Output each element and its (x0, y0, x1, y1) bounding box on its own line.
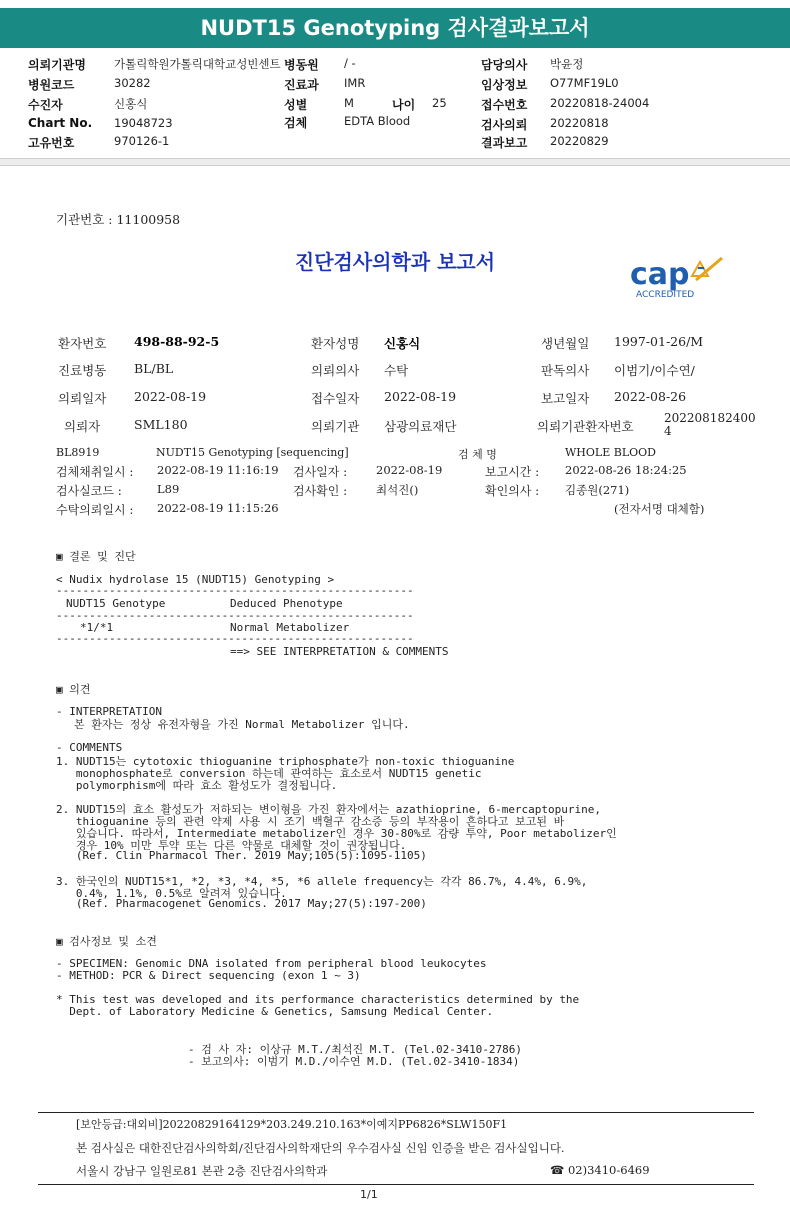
footer-divider-bottom (38, 1184, 754, 1185)
test-date-label: 검사일자 : (293, 465, 348, 479)
org-patient-no-line2: 4 (664, 424, 672, 438)
comment-1-line: polymorphism에 따라 효소 활성도가 결정됩니다. (56, 779, 338, 792)
comment-1-line: 1. NUDT15는 cytotoxic thioguanine triphosphate가 non-toxic thioguanine (56, 755, 515, 768)
request-org-label: 의뢰기관 (311, 419, 360, 434)
request-doctor-label: 의뢰의사 (311, 363, 360, 378)
test-confirm-label: 검사확인 : (293, 484, 348, 498)
receipt-no-label: 접수번호 (481, 98, 528, 112)
genotype-value: *1/*1 (80, 621, 114, 634)
report-day-value: 2022-08-26 (614, 389, 687, 404)
request-doctor-value: 수탁 (384, 363, 409, 378)
requester-value: SML180 (134, 417, 188, 432)
tester-line: - 검 사 자: 이상규 M.T./최석진 M.T. (Tel.02-3410-2786) (188, 1043, 523, 1056)
request-date-label: 검사의뢰 (481, 118, 528, 132)
result-divider-bottom: ------------------------------------------------------ (56, 632, 414, 645)
reading-doctor-value: 이범기/이수연/ (614, 363, 695, 378)
result-divider-mid: ------------------------------------------------------ (56, 609, 414, 622)
collect-time-value: 2022-08-19 11:16:19 (157, 463, 279, 477)
comment-3-line: 3. 한국인의 NUDT15*1, *2, *3, *4, *5, *6 allele frequency는 각각 86.7%, 4.4%, 6.9%, (56, 875, 588, 888)
interpretation-heading: - INTERPRETATION (56, 705, 162, 718)
developed-note-line: Dept. of Laboratory Medicine & Genetics, Samsung Medical Center. (56, 1005, 494, 1018)
opinion-section-heading: ▣ 의견 (56, 683, 91, 696)
phenotype-value: Normal Metabolizer (230, 621, 350, 634)
clinical-info-value: O77MF19L0 (550, 76, 619, 90)
hospital-code-label: 병원코드 (28, 78, 75, 92)
sex-label: 성별 (284, 98, 308, 112)
reporter-line: - 보고의사: 이범기 M.D./이수연 M.D. (Tel.02-3410-1834) (188, 1055, 520, 1068)
sex-value: M (344, 96, 354, 110)
ward-row-value: BL/BL (134, 361, 174, 376)
specimen-value: EDTA Blood (344, 114, 411, 128)
chart-no-value: 19048723 (114, 116, 173, 130)
result-date-label: 결과보고 (481, 136, 528, 150)
consign-time-value: 2022-08-19 11:15:26 (157, 501, 279, 515)
info-section-heading: ▣ 검사정보 및 소견 (56, 935, 157, 948)
age-label: 나이 (392, 98, 416, 112)
phone-line: ☎ 02)3410-6469 (550, 1163, 650, 1177)
method-line: - METHOD: PCR & Direct sequencing (exon 1 ~ 3) (56, 969, 361, 982)
patient-value: 신홍식 (114, 97, 148, 111)
comment-2-line: 2. NUDT15의 효소 활성도가 저하되는 변이형을 가진 환자에서는 azathioprine, 6-mercaptopurine, (56, 803, 602, 816)
footer-divider-top (38, 1112, 754, 1113)
org-patient-no-label: 의뢰기관환자번호 (537, 419, 634, 434)
page-number: 1/1 (360, 1188, 378, 1201)
patient-no-value: 498-88-92-5 (134, 334, 220, 349)
department-value: IMR (344, 76, 366, 90)
birth-date-value: 1997-01-26/M (614, 334, 704, 349)
collect-time-label: 검체채취일시 : (56, 465, 134, 479)
chart-no-label: Chart No. (28, 116, 93, 130)
cap-logo-sub: ACCREDITED (636, 290, 695, 300)
request-day-label: 의뢰일자 (58, 391, 107, 406)
test-name: NUDT15 Genotyping [sequencing] (156, 446, 349, 459)
clinical-info-label: 임상정보 (481, 78, 528, 92)
specimen-line: - SPECIMEN: Genomic DNA isolated from peripheral blood leukocytes (56, 957, 487, 970)
gene-title: < Nudix hydrolase 15 (NUDT15) Genotyping > (56, 573, 335, 586)
test-specimen-label: 검 체 명 (458, 448, 497, 461)
request-date-value: 20220818 (550, 116, 609, 130)
patient-name-label: 환자성명 (311, 336, 360, 351)
hospital-name-value: 가톨릭학원가톨릭대학교성빈센트 (114, 57, 281, 71)
address-line: 서울시 강남구 일원로81 본관 2층 진단검사의학과 (76, 1164, 328, 1178)
physician-value: 박윤정 (550, 57, 584, 71)
ward-row-label: 진료병동 (58, 363, 107, 378)
birth-date-label: 생년월일 (541, 336, 590, 351)
cap-accredited-logo (630, 254, 730, 300)
header-separator (0, 158, 790, 166)
test-confirm-value: 최석진() (376, 483, 419, 497)
patient-label: 수진자 (28, 98, 63, 112)
result-date-value: 20220829 (550, 134, 609, 148)
unique-no-value: 970126-1 (114, 134, 170, 148)
cap-logo-text: cap (630, 257, 690, 292)
receipt-day-value: 2022-08-19 (384, 389, 457, 404)
lab-code-label: 검사실코드 : (56, 484, 122, 498)
patient-name-value: 신홍식 (384, 336, 421, 351)
report-time-label: 보고시간 : (485, 465, 540, 479)
comment-2-line: (Ref. Clin Pharmacol Ther. 2019 May;105(5):1095-1105) (56, 849, 427, 862)
test-specimen-value: WHOLE BLOOD (565, 446, 656, 459)
comment-3-line: 0.4%, 1.1%, 0.5%로 알려져 있습니다. (56, 887, 287, 900)
consign-time-label: 수탁의뢰일시 : (56, 503, 134, 517)
result-divider-top: ------------------------------------------------------ (56, 584, 414, 597)
comment-1-line: monophosphate로 conversion 하는데 관여하는 효소로서 NUDT15 genetic (56, 767, 482, 780)
department-label: 진료과 (284, 78, 319, 92)
certification-line: 본 검사실은 대한진단검사의학회/진단검사의학재단의 우수검사실 신임 인증을 받은 검사실입니다. (76, 1141, 565, 1155)
age-value: 25 (432, 96, 447, 110)
unique-no-label: 고유번호 (28, 136, 75, 150)
ward-value: / - (344, 56, 356, 70)
report-title-bar: NUDT15 Genotyping 검사결과보고서 (0, 8, 790, 48)
security-line: [보안등급:대외비]20220829164129*203.249.210.163*이예지PP6826*SLW150F1 (76, 1118, 508, 1131)
developed-note-line: * This test was developed and its performance characteristics determined by the (56, 993, 580, 1006)
test-code: BL8919 (56, 446, 100, 459)
report-time-value: 2022-08-26 18:24:25 (565, 463, 687, 477)
report-title: 진단검사의학과 보고서 (294, 250, 496, 274)
comment-2-line: 경우 10% 미만 투약 또는 다른 약물로 대체할 것이 권장됩니다. (56, 839, 407, 852)
genotype-column-header: NUDT15 Genotype (66, 597, 166, 610)
org-patient-no-line1: 202208182400 (664, 411, 756, 425)
reading-doctor-label: 판독의사 (541, 363, 590, 378)
org-number: 기관번호 : 11100958 (56, 212, 181, 227)
comment-3-line: (Ref. Pharmacogenet Genomics. 2017 May;27(5):197-200) (56, 897, 427, 910)
receipt-day-label: 접수일자 (311, 391, 360, 406)
hospital-code-value: 30282 (114, 76, 151, 90)
patient-no-label: 환자번호 (58, 336, 107, 351)
specimen-label: 검체 (284, 116, 308, 130)
comments-heading: - COMMENTS (56, 741, 123, 754)
report-day-label: 보고일자 (541, 391, 590, 406)
confirm-doctor-value: 김종원(271) (565, 483, 630, 497)
request-org-value: 삼광의료재단 (384, 419, 457, 434)
result-section-heading: ▣ 결론 및 진단 (56, 550, 136, 563)
lab-code-value: L89 (157, 482, 180, 496)
see-interpretation-note: ==> SEE INTERPRETATION & COMMENTS (230, 645, 449, 658)
request-day-value: 2022-08-19 (134, 389, 207, 404)
ward-label: 병동원 (284, 58, 319, 72)
phenotype-column-header: Deduced Phenotype (230, 597, 343, 610)
hospital-name-label: 의뢰기관명 (28, 58, 86, 72)
physician-label: 담당의사 (481, 58, 528, 72)
test-date-value: 2022-08-19 (376, 463, 443, 477)
confirm-doctor-label: 확인의사 : (485, 484, 540, 498)
e-signature-note: (전자서명 대체함) (614, 502, 705, 516)
comment-2-line: 있습니다. 따라서, Intermediate metabolizer인 경우 30-80%로 감량 투약, Poor metabolizer인 (56, 827, 617, 840)
interpretation-text: 본 환자는 정상 유전자형을 가진 Normal Metabolizer 입니다. (74, 718, 410, 731)
comment-2-line: thioguanine 등의 관련 약제 사용 시 조기 백혈구 감소증 등의 부작용이 흔하다고 보고된 바 (56, 815, 565, 828)
requester-label: 의뢰자 (64, 419, 101, 434)
receipt-no-value: 20220818-24004 (550, 96, 650, 110)
